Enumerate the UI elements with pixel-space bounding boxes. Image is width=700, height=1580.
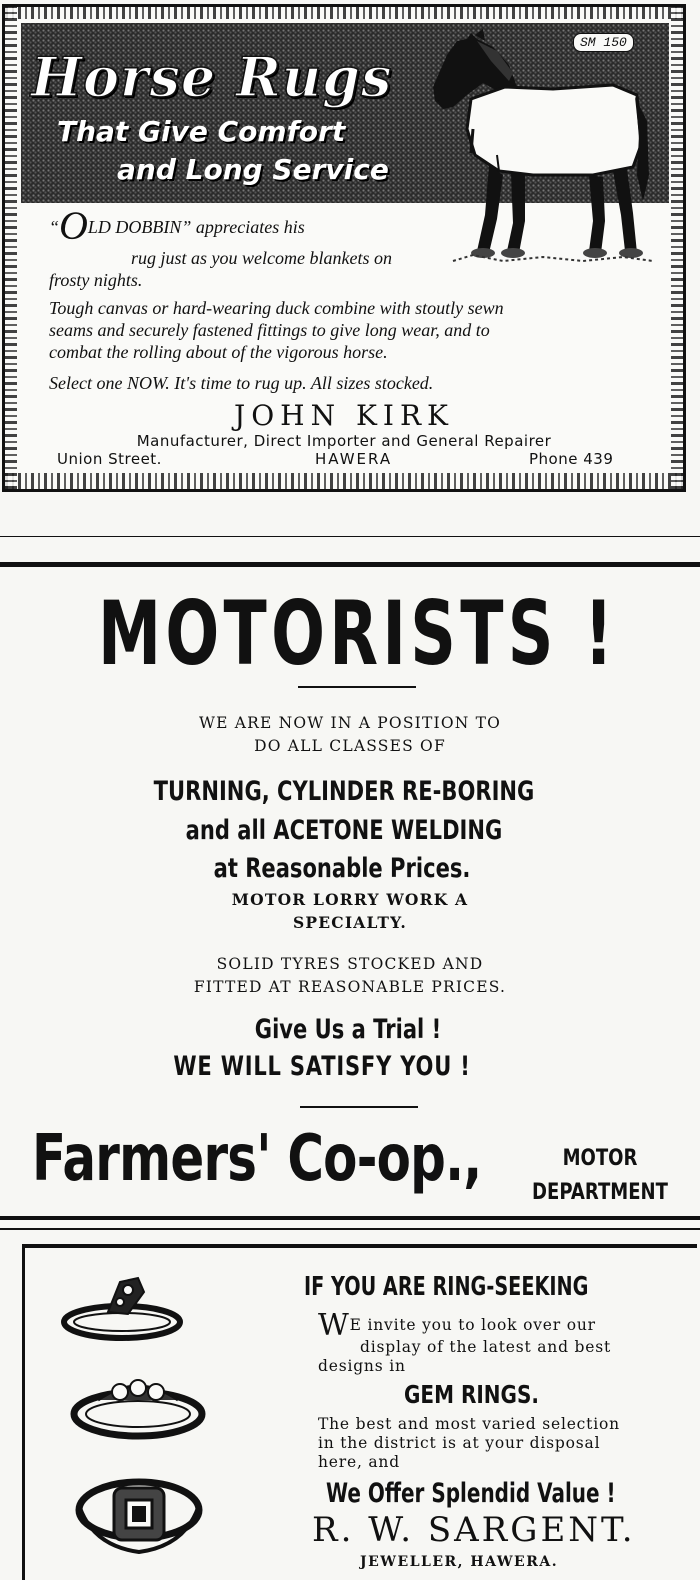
ad-body-line2: rug just as you welcome blankets on [131,248,392,268]
intro-line2: DO ALL CLASSES OF [254,737,446,755]
tyres-line2: FITTED AT REASONABLE PRICES. [193,978,507,996]
separator-thick [0,562,700,567]
ring-drop-cap: W [318,1308,350,1343]
selection-line1: The best and most varied selection [318,1415,620,1433]
address-street: Union Street. [57,450,162,468]
company-name: Farmers' Co-op., [32,1122,482,1196]
jeweller-place: JEWELLER, HAWERA. [360,1554,559,1570]
ring-heading: IF YOU ARE RING-SEEKING [304,1272,589,1302]
business-role: Manufacturer, Direct Importer and General Repairer [136,432,552,450]
ring-icon [74,1468,204,1558]
address-town: HAWERA [315,450,393,468]
ad-subtitle-line1: That Give Comfort [57,115,346,148]
services-line2: and all ACETONE WELDING [185,815,503,846]
value-line: We Offer Splendid Value ! [326,1478,616,1509]
quote-mark: “ [49,217,60,237]
ring-icon [68,1368,208,1448]
ad-body-line6: combat the rolling about of the vigorous horse. [49,342,388,362]
department-line2: DEPARTMENT [532,1180,668,1205]
separator-thin [0,536,700,537]
ad-code-tag: SM 150 [573,33,634,52]
separator-thick-2 [0,1216,700,1220]
horse-rugs-ad [2,4,686,492]
ornamental-border-top [5,7,683,19]
ad-title: Horse Rugs [31,45,393,109]
ring-icon [58,1272,188,1352]
business-name: JOHN KIRK [234,399,454,432]
ad-body-line1-text: LD DOBBIN” appreciates his [87,217,305,237]
tyres-line1: SOLID TYRES STOCKED AND [216,955,484,973]
ring-intro-line3: designs in [318,1357,406,1375]
motorists-headline: MOTORISTS ! [97,582,618,685]
separator-thin-2 [0,1228,700,1230]
lorry-line1: MOTOR LORRY WORK A [231,890,469,909]
ad-subtitle-line2: and Long Service [117,153,389,186]
ring-intro-line2: display of the latest and best [360,1338,612,1356]
intro-line1: WE ARE NOW IN A POSITION TO [198,714,502,732]
ring-intro-line1 [318,1308,596,1343]
lorry-line2: SPECIALTY. [293,913,407,932]
trial-line1: Give Us a Trial ! [254,1014,442,1045]
ring-intro-line1-text: E invite you to look over our [349,1316,596,1334]
department-line1: MOTOR [562,1146,638,1171]
services-line1: TURNING, CYLINDER RE-BORING [153,776,535,807]
jeweller-name: R. W. SARGENT. [312,1510,636,1550]
ad-body-line3: frosty nights. [49,270,143,290]
selection-line2: in the district is at your disposal [318,1434,601,1452]
ad-body-line4: Tough canvas or hard-wearing duck combine with stoutly sewn [49,298,504,318]
ornamental-border-bottom [5,473,683,489]
ad-body-line5: seams and securely fastened fittings to give long wear, and to [49,320,490,340]
phone-number: Phone 439 [529,450,614,468]
gem-rings-heading: GEM RINGS. [404,1380,539,1409]
ad-body-line7: Select one NOW. It's time to rug up. All sizes stocked. [49,373,434,393]
trial-line2: WE WILL SATISFY YOU ! [173,1051,471,1082]
ad-body-line1 [49,203,305,248]
drop-cap-letter: O [59,203,88,248]
short-rule [298,686,416,688]
horse-illustration [413,25,663,275]
short-rule-2 [300,1106,418,1108]
selection-line3: here, and [318,1453,400,1471]
services-line3: at Reasonable Prices. [213,853,471,884]
